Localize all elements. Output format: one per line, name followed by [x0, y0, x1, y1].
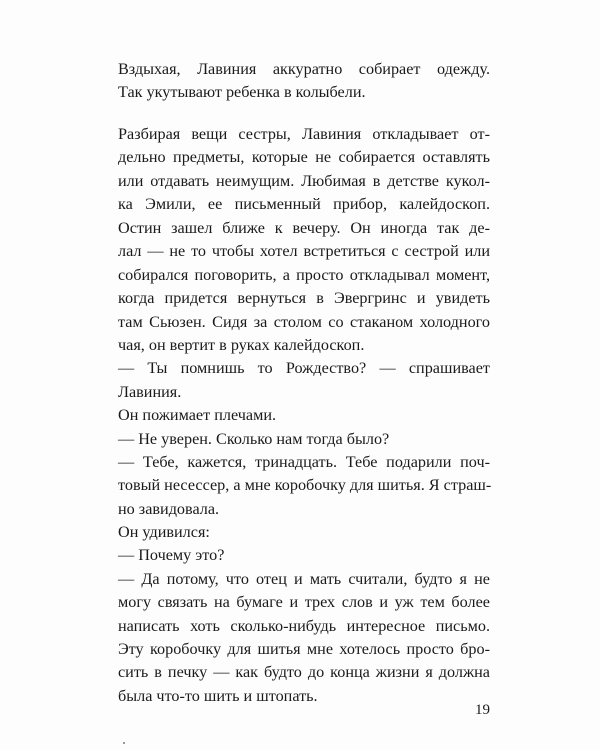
- paragraph-3: [118, 217, 490, 708]
- dialogue-line: — Ты помнишь то Рождество? — спрашивает: [118, 359, 490, 378]
- text-line: Остин зашел ближе к вечеру. Он иногда так де-: [118, 219, 490, 237]
- dialogue-line: но завидовала.: [118, 499, 220, 518]
- dialogue-line: была что-то шить и штопать.: [118, 686, 318, 705]
- dialogue-line: — Не уверен. Сколько нам тогда было?: [118, 429, 390, 448]
- dialogue-line: написать хоть сколько-нибудь интересное письмо.: [118, 616, 490, 635]
- text-line: Он удивился:: [118, 523, 210, 542]
- text-line: Он пожимает плечами.: [118, 406, 277, 425]
- dialogue-line: — Тебе, кажется, тринадцать. Тебе подарили поч-: [118, 452, 490, 471]
- paragraph-2: [118, 123, 490, 217]
- text-line: собирался поговорить, а просто откладывал момент,: [118, 265, 490, 284]
- dialogue-line: товый несессер, а мне коробочку для шитья. Я страш-: [118, 476, 492, 495]
- text-line: когда придется вернуться в Эвергринс и увидеть: [118, 289, 490, 308]
- page-number: 19: [475, 702, 490, 718]
- print-speck: [123, 742, 125, 744]
- text-line: Разбирая вещи сестры, Лавиния откладывает от-: [118, 125, 490, 143]
- text-line: лал — не то чтобы хотел встретиться с сестрой или: [118, 242, 490, 261]
- text-line: дельно предметы, которые не собирается оставлять: [118, 148, 490, 167]
- dialogue-line: — Да потому, что отец и мать считали, будто я не: [118, 569, 490, 588]
- text-line: Так укутывают ребенка в колыбели.: [118, 83, 366, 102]
- text-line: Вздыхая, Лавиния аккуратно собирает одежду.: [118, 60, 490, 78]
- text-line: ка Эмили, ее письменный прибор, калейдоскоп.: [118, 195, 490, 214]
- dialogue-line: могу связать на бумаге и трех слов и уж тем более: [118, 593, 490, 612]
- dialogue-line: Эту коробочку для шитья мне хотелось просто бро-: [118, 640, 490, 659]
- text-line: или отдавать неимущим. Любимая в детстве кукол-: [118, 171, 490, 190]
- text-line: там Сьюзен. Сидя за столом со стаканом холодного: [118, 312, 490, 331]
- text-line: чая, он вертит в руках калейдоскоп.: [118, 335, 365, 354]
- dialogue-line: — Почему это?: [118, 546, 225, 565]
- dialogue-line: Лавиния.: [118, 382, 182, 401]
- dialogue-line: сить в печку — как будто до конца жизни я должна: [118, 663, 490, 682]
- paragraph-1: [118, 58, 490, 105]
